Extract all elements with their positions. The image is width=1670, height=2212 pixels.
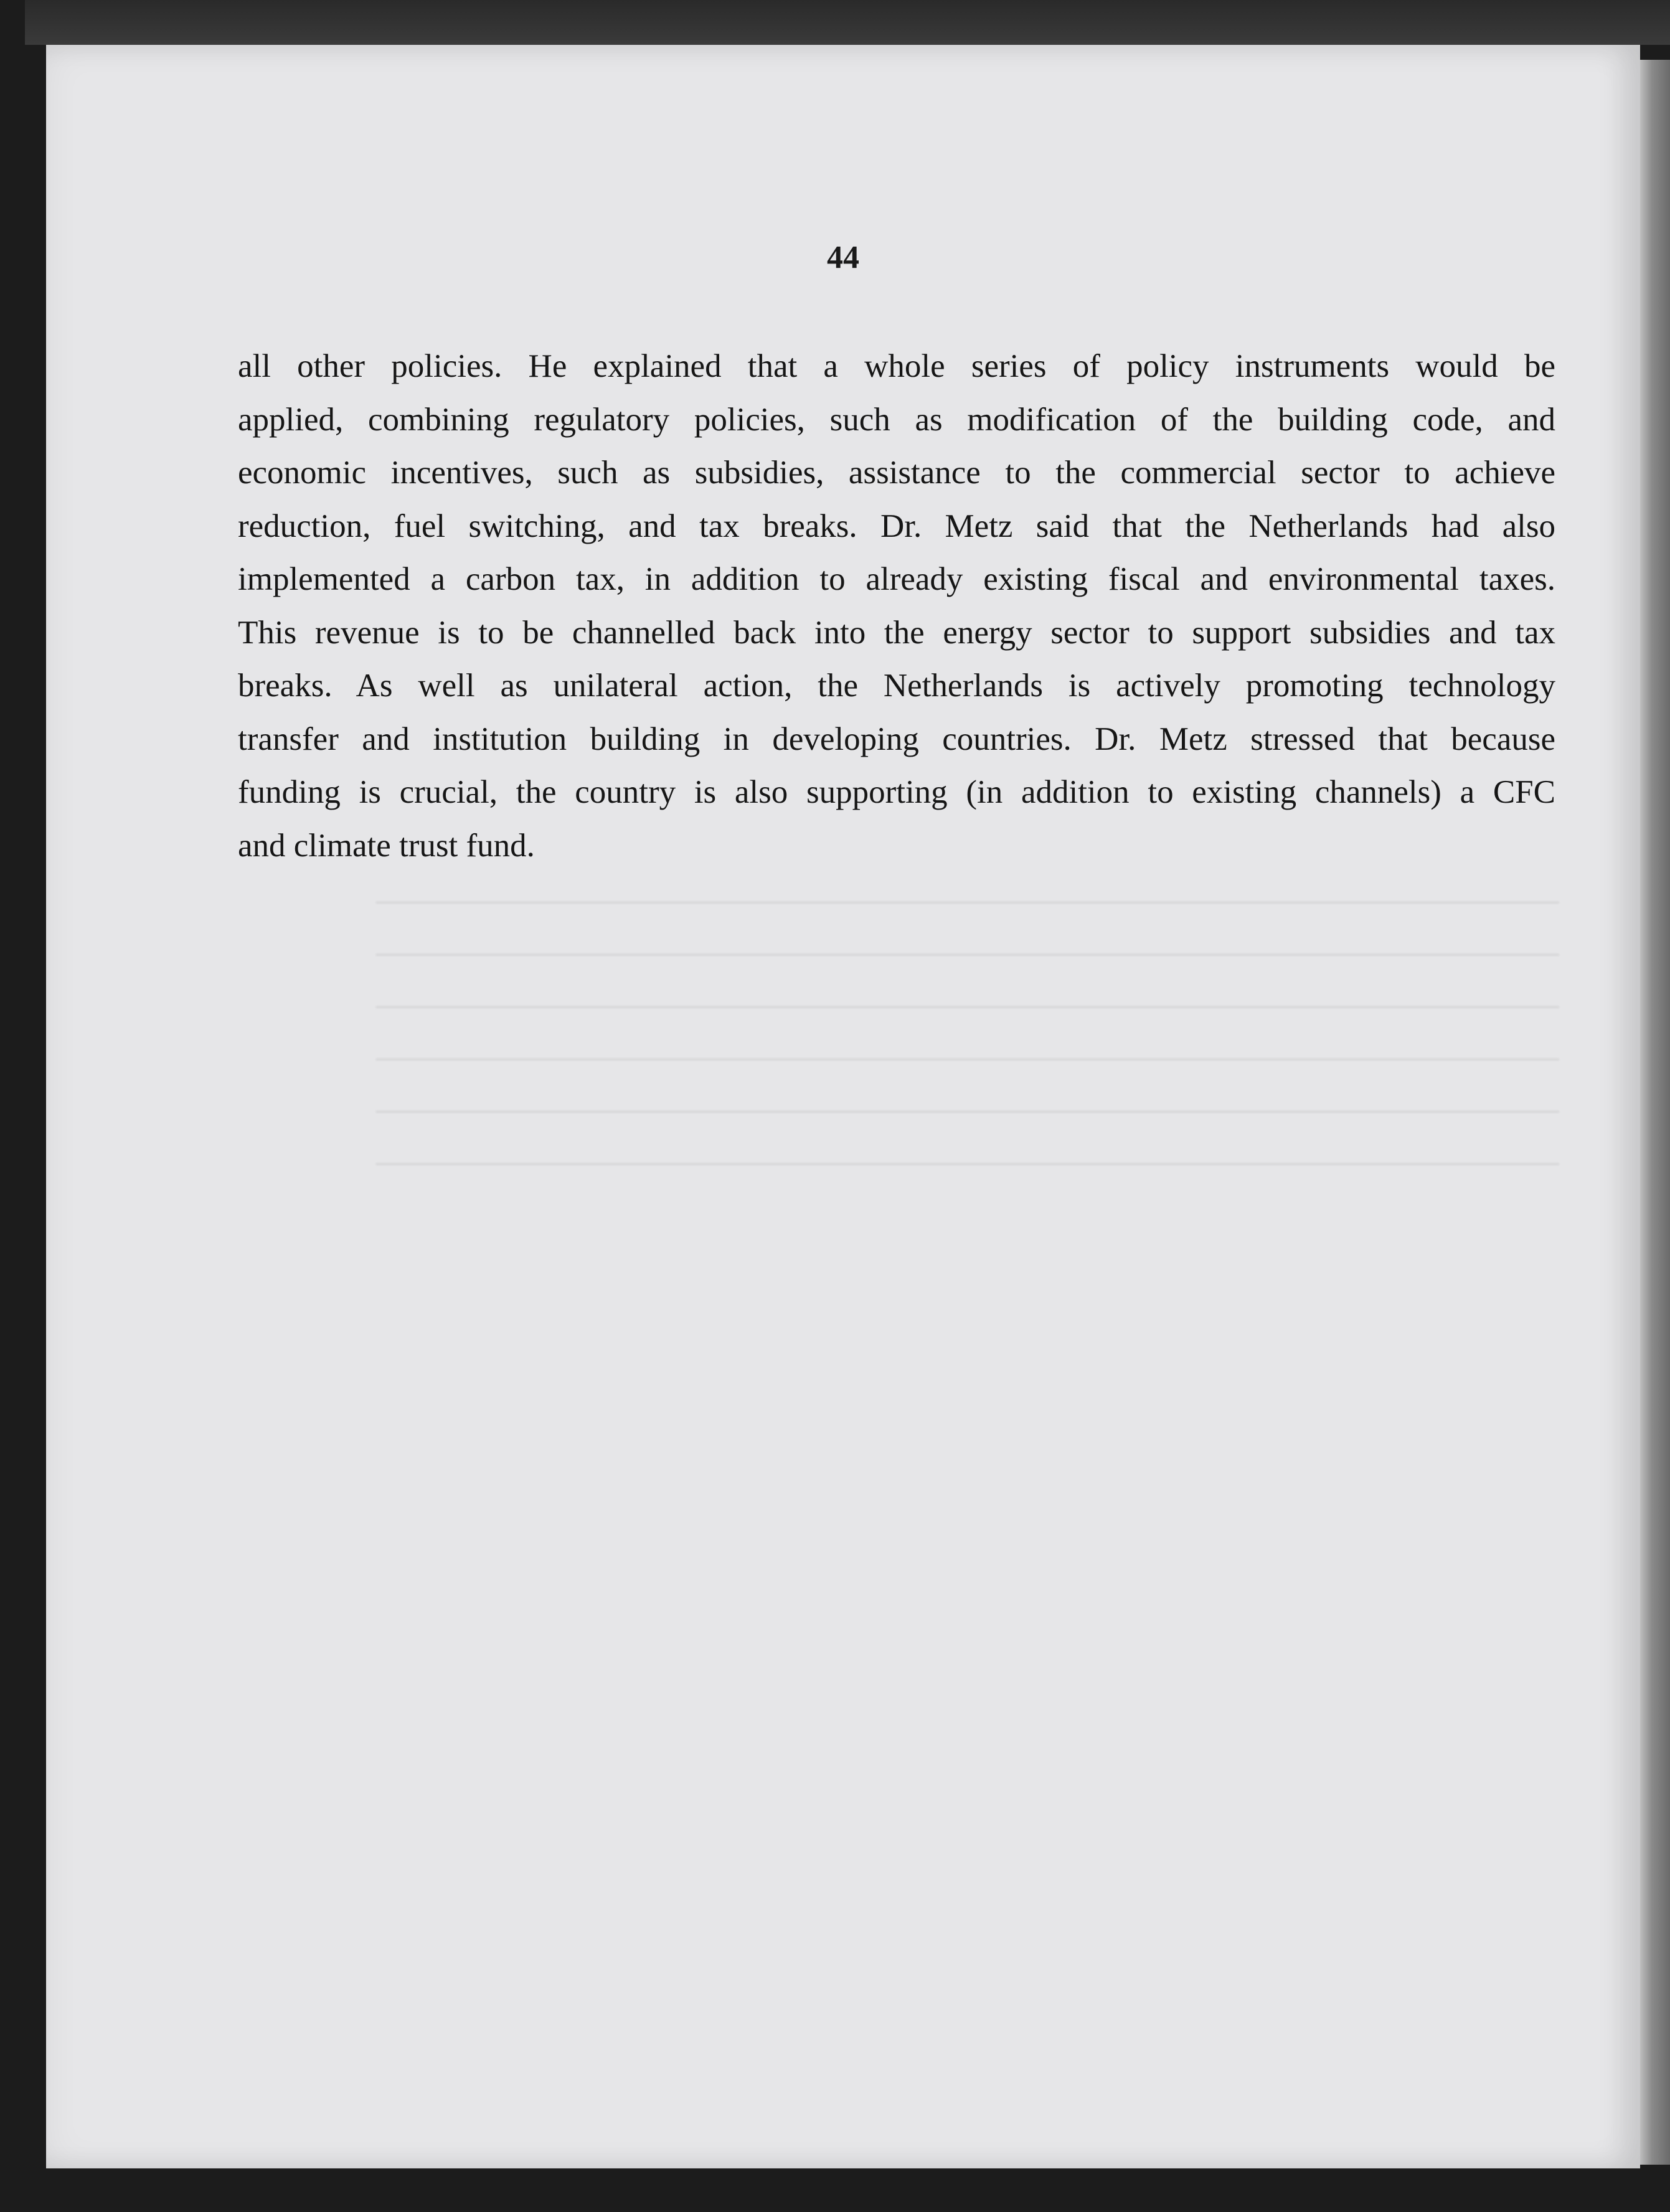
text-line: and climate trust fund. [238,827,535,864]
text-line: transfer and institution building in developing countries. Dr. Metz stressed that because [238,721,1555,757]
text-line: all other policies. He explained that a whole series of policy instruments would be [238,348,1555,384]
document-page [46,45,1640,2168]
text-line: reduction, fuel switching, and tax breaks. Dr. Metz said that the Netherlands had also [238,508,1555,544]
text-line: implemented a carbon tax, in addition to already existing fiscal and environmental taxes. [238,561,1555,597]
text-line: economic incentives, such as subsidies, assistance to the commercial sector to achieve [238,455,1555,491]
text-line: applied, combining regulatory policies, such as modification of the building code, and [238,401,1555,438]
text-line: funding is crucial, the country is also supporting (in addition to existing channels) a CFC [238,774,1555,810]
page-number: 44 [827,240,859,275]
scan-top-edge [25,0,1670,45]
body-paragraph [238,340,1555,872]
scan-page-edge [1640,60,1670,2165]
text-line: This revenue is to be channelled back into the energy sector to support subsidies and tax [238,614,1555,651]
text-line: breaks. As well as unilateral action, the Netherlands is actively promoting technology [238,668,1555,704]
bleed-through-texture: —————————————————————————————————————— —————————————————————————————————————— —————————————————————————————————————— —————————————————————————————————————— —————————————————————————————————————— —————————————————————————————————————— [376,882,1559,1178]
